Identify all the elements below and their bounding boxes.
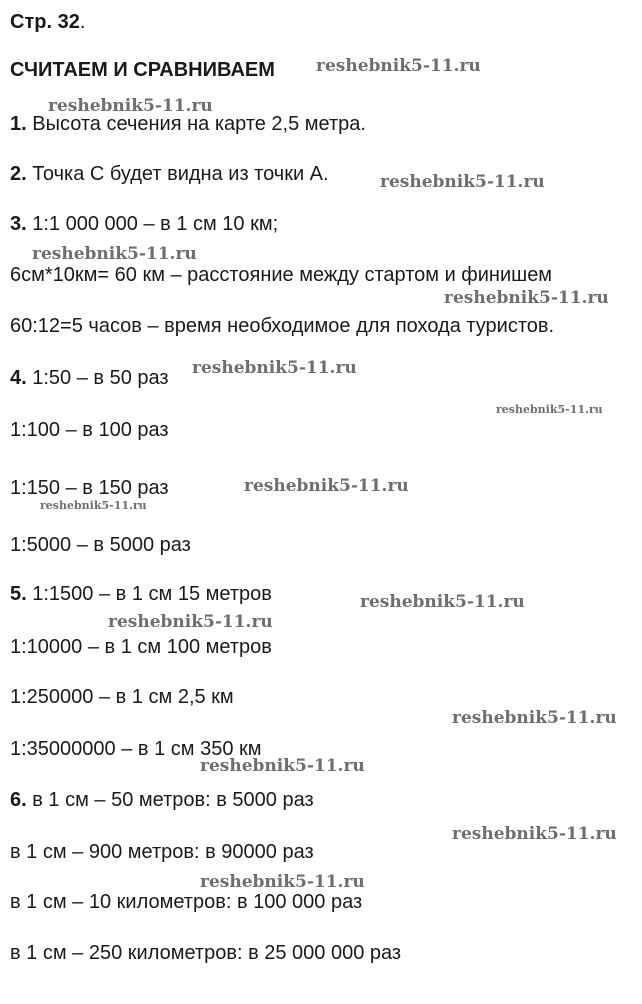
page-number: Стр. 32. — [10, 11, 86, 33]
watermark: reshebnik5-11.ru — [200, 756, 365, 776]
task-6-line-3: в 1 см – 10 километров: в 100 000 раз — [10, 891, 363, 913]
task-number: 1. — [10, 113, 27, 135]
task-6-line-4: в 1 см – 250 километров: в 25 000 000 раз — [10, 942, 402, 964]
watermark: reshebnik5-11.ru — [108, 612, 273, 632]
task-5 — [10, 582, 272, 606]
watermark: reshebnik5-11.ru — [452, 824, 617, 844]
task-number: 4. — [10, 367, 27, 389]
watermark: reshebnik5-11.ru — [380, 172, 545, 192]
task-5-line-3: 1:250000 – в 1 см 2,5 км — [10, 686, 234, 708]
task-3-line-2: 6см*10км= 60 км – расстояние между стартом и финишем — [10, 264, 553, 286]
task-3 — [10, 212, 278, 236]
task-6 — [10, 788, 314, 812]
section-title: СЧИТАЕМ И СРАВНИВАЕМ — [10, 59, 275, 81]
task-number: 2. — [10, 163, 27, 185]
watermark: reshebnik5-11.ru — [32, 244, 197, 264]
task-6-line-2: в 1 см – 900 метров: в 90000 раз — [10, 841, 314, 863]
task-number: 6. — [10, 789, 27, 811]
task-5-line-2: 1:10000 – в 1 см 100 метров — [10, 636, 272, 658]
task-text: Высота сечения на карте 2,5 метра. — [32, 113, 366, 135]
watermark: reshebnik5-11.ru — [192, 358, 357, 378]
task-text: Точка С будет видна из точки А. — [32, 163, 329, 185]
watermark: reshebnik5-11.ru — [48, 96, 213, 116]
task-3-line-3: 60:12=5 часов – время необходимое для похода туристов. — [10, 315, 555, 337]
task-number: 5. — [10, 583, 27, 605]
task-text: 1:1 000 000 – в 1 см 10 км; — [32, 213, 279, 235]
task-text: в 1 см – 50 метров: в 5000 раз — [32, 789, 314, 811]
watermark: reshebnik5-11.ru — [496, 403, 603, 416]
task-number: 3. — [10, 213, 27, 235]
task-5-line-4: 1:35000000 – в 1 см 350 км — [10, 738, 262, 760]
watermark: reshebnik5-11.ru — [244, 476, 409, 496]
task-2 — [10, 162, 329, 186]
watermark: reshebnik5-11.ru — [40, 499, 147, 512]
task-4 — [10, 366, 169, 390]
task-4-line-4: 1:5000 – в 5000 раз — [10, 534, 191, 556]
watermark: reshebnik5-11.ru — [200, 872, 365, 892]
watermark: reshebnik5-11.ru — [316, 56, 481, 76]
task-4-line-2: 1:100 – в 100 раз — [10, 419, 169, 441]
task-text: 1:1500 – в 1 см 15 метров — [32, 583, 272, 605]
watermark: reshebnik5-11.ru — [444, 288, 609, 308]
task-text: 1:50 – в 50 раз — [32, 367, 169, 389]
watermark: reshebnik5-11.ru — [452, 708, 617, 728]
task-4-line-3: 1:150 – в 150 раз — [10, 477, 169, 499]
watermark: reshebnik5-11.ru — [360, 592, 525, 612]
